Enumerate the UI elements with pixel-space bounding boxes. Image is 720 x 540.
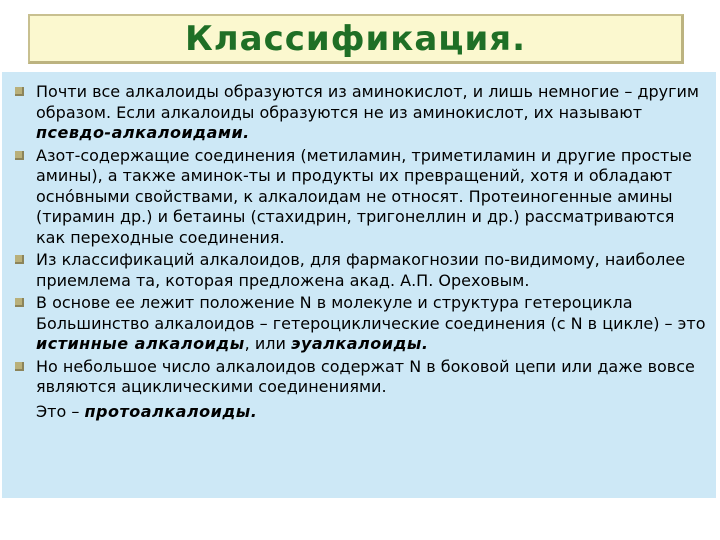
square-bullet-icon xyxy=(15,151,24,160)
item-text-mid: , или xyxy=(244,334,291,353)
item-text: Почти все алкалоиды образуются из аминокислот, и лишь немногие – другим образом. Если алкалоиды образуются не из аминокислот, их называют xyxy=(36,82,699,122)
list-item xyxy=(12,250,708,291)
square-bullet-icon xyxy=(15,87,24,96)
square-bullet-icon xyxy=(15,362,24,371)
closing-text: Это – xyxy=(36,401,85,421)
list-item xyxy=(12,293,708,355)
closing-line xyxy=(12,400,708,424)
list-item xyxy=(12,82,708,144)
item-text: Из классификаций алкалоидов, для фармакогнозии по-видимому, наиболее приемлема та, которая предложена акад. А.П. Ореховым. xyxy=(36,250,686,290)
list-item xyxy=(12,146,708,249)
item-text: В основе ее лежит положение N в молекуле и структура гетероцикла Большинство алкалоидов – гетероциклические соединения (с N в цикле) – это xyxy=(36,293,706,333)
item-emphasis: истинные алкалоиды xyxy=(36,334,245,353)
slide-title: Классификация. xyxy=(184,18,527,59)
square-bullet-icon xyxy=(15,298,24,307)
title-box xyxy=(28,14,684,64)
square-bullet-icon xyxy=(15,255,24,264)
content-panel xyxy=(2,72,716,498)
item-emphasis: эуалкалоиды. xyxy=(290,334,429,353)
closing-emphasis: протоалкалоиды. xyxy=(84,401,258,421)
item-text: Азот-содержащие соединения (метиламин, триметиламин и другие простые амины), а также аминок-ты и продукты их превращений, хотя и обладают оснóвными свойствами, к алкалоидам не относят. Протеиногенные амины (тирамин др.) и бетаины (стахидрин, тригонеллин и др.) рассматриваются как переходные соединения. xyxy=(36,145,692,247)
list-item xyxy=(12,357,708,398)
item-text: Но небольшое число алкалоидов содержат N в боковой цепи или даже вовсе являются ациклическими соединениями. xyxy=(36,356,695,396)
item-emphasis: псевдо-алкалоидами. xyxy=(36,123,250,142)
